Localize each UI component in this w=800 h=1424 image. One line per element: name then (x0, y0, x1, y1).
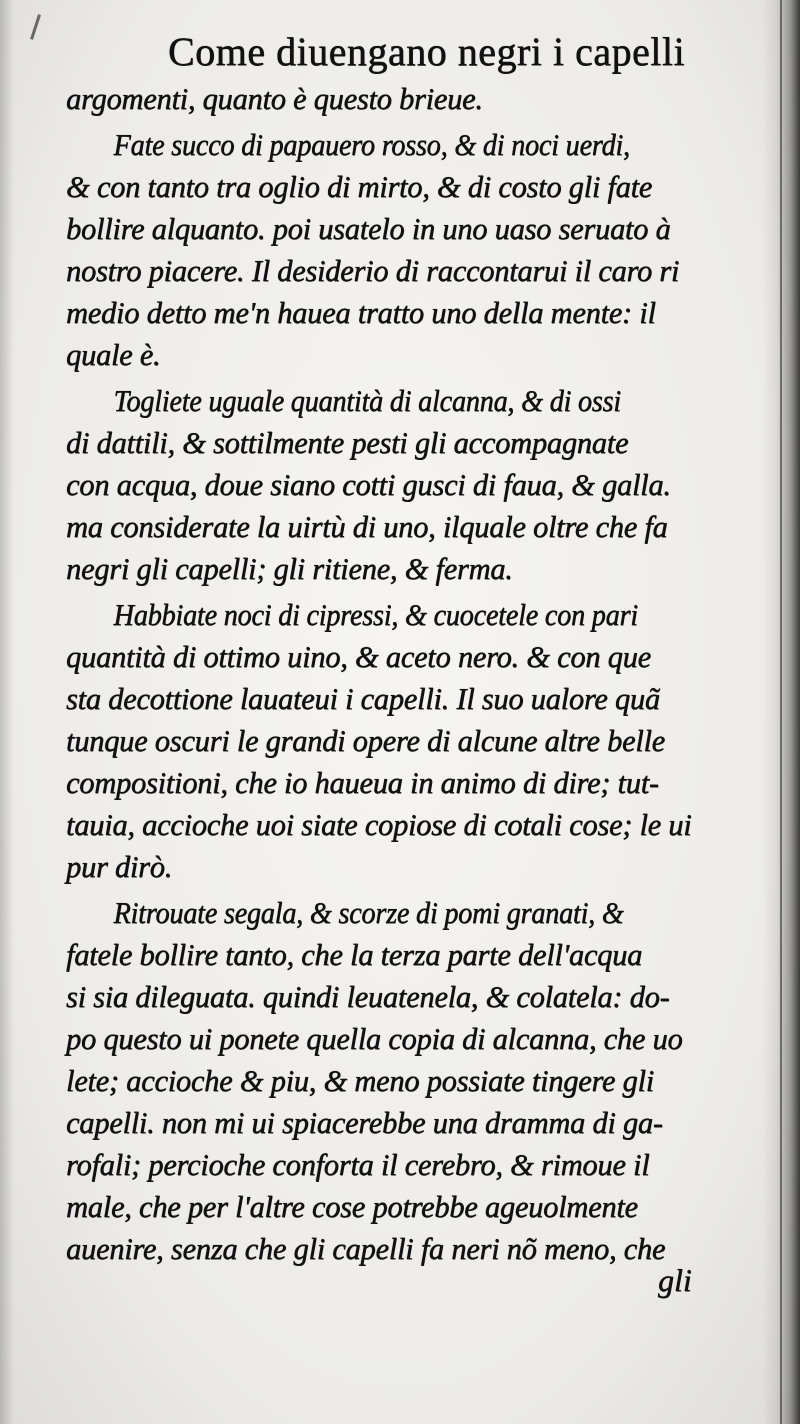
ink-mark (30, 14, 41, 40)
text-line: Togliete uguale quantità di alcanna, & di ossi (113, 383, 621, 418)
text-line: con acqua, doue siano cotti gusci di faua, & galla. (66, 467, 671, 502)
text-line: sta decottione lauateui i capelli. Il suo ualore quã (66, 681, 660, 716)
text-line: pur dirò. (66, 849, 173, 884)
text-line: quantità di ottimo uino, & aceto nero. & con que (66, 639, 651, 674)
page-edge-line (780, 0, 782, 1424)
text-line: auenire, senza che gli capelli fa neri nõ meno, che (66, 1231, 666, 1266)
body-text (66, 78, 766, 1270)
paragraph (66, 892, 766, 1270)
text-line: quale è. (66, 337, 161, 372)
text-line: compositioni, che io haueua in animo di dire; tut- (66, 765, 659, 800)
text-line: ma considerate la uirtù di uno, ilquale oltre che fa (66, 509, 668, 544)
text-line: Ritrouate segala, & scorze di pomi granati, & (113, 895, 624, 930)
text-line: & con tanto tra oglio di mirto, & di costo gli fate (66, 169, 653, 204)
text-line: medio detto me'n hauea tratto uno della mente: il (66, 295, 656, 330)
text-line: capelli. non mi ui spiacerebbe una dramma di ga- (66, 1105, 663, 1140)
text-line: di dattili, & sottilmente pesti gli accompagnate (66, 425, 629, 460)
text-line: Habbiate noci di cipressi, & cuocetele con pari (113, 597, 638, 632)
paragraph (66, 124, 766, 376)
text-line: si sia dileguata. quindi leuatenela, & colatela: do- (66, 979, 670, 1014)
text-line: rofali; percioche conforta il cerebro, & rimoue il (66, 1147, 650, 1182)
text-line: lete; accioche & piu, & meno possiate tingere gli (66, 1063, 654, 1098)
text-line: argomenti, quanto è questo brieue. (66, 81, 483, 116)
text-line: tauia, accioche uoi siate copiose di cotali cose; le ui (66, 807, 692, 842)
catchword: gli (658, 1262, 692, 1298)
text-line: nostro piacere. Il desiderio di raccontarui il caro ri (66, 253, 680, 288)
paragraph (66, 78, 766, 120)
text-line: negri gli capelli; gli ritiene, & ferma. (66, 551, 513, 586)
text-line: po questo ui ponete quella copia di alcanna, che uo (66, 1021, 683, 1056)
text-line: fatele bollire tanto, che la terza parte dell'acqua (66, 937, 643, 972)
text-line: tunque oscuri le grandi opere di alcune altre belle (66, 723, 665, 758)
page-gutter-shadow (0, 0, 14, 1424)
text-line: Fate succo di papauero rosso, & di noci uerdi, (113, 127, 630, 162)
text-line: bollire alquanto. poi usatelo in uno uaso seruato à (66, 211, 671, 246)
running-head: Come diuengano negri i capelli (168, 29, 686, 74)
paragraph (66, 380, 766, 590)
text-line: male, che per l'altre cose potrebbe ageuolmente (66, 1189, 638, 1224)
paragraph (66, 594, 766, 888)
